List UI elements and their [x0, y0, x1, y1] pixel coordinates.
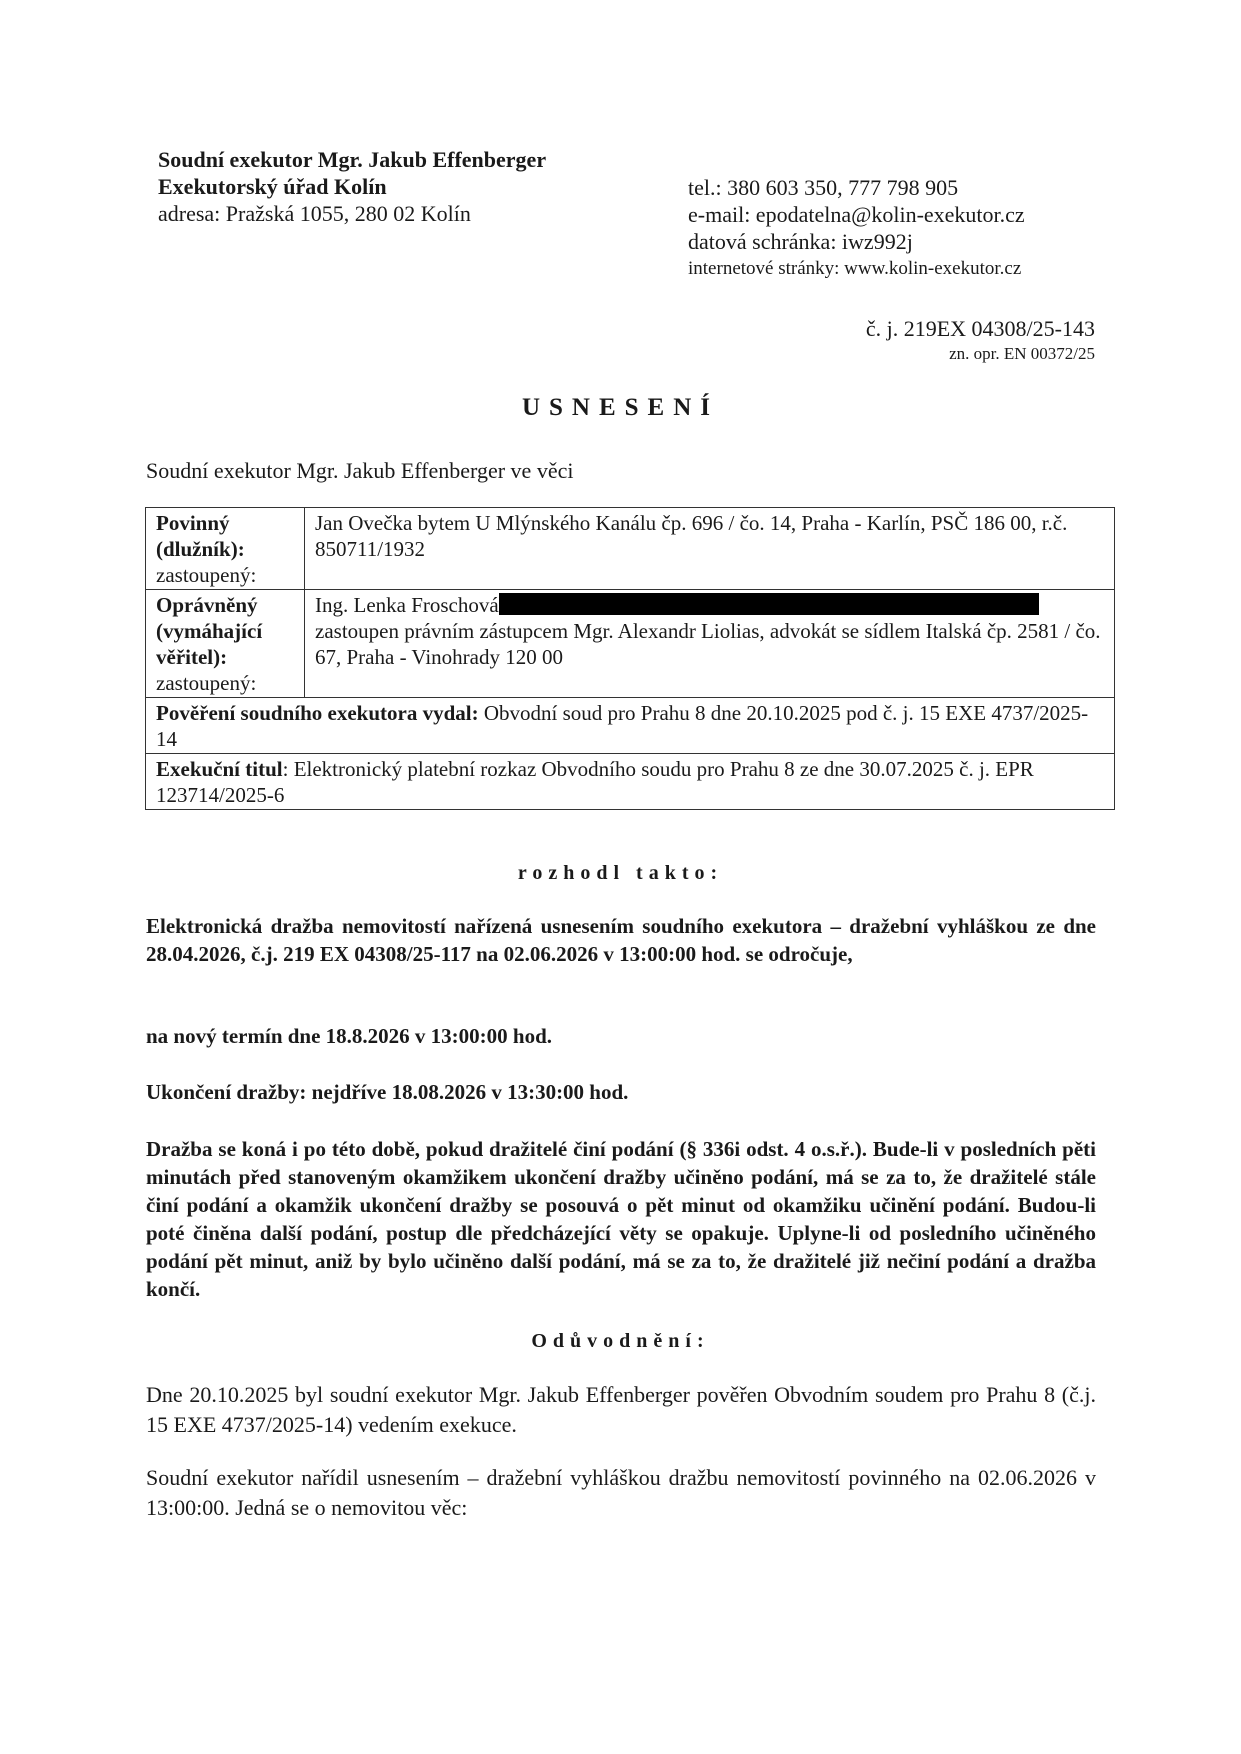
authorization-label: Pověření soudního exekutora vydal:: [156, 701, 479, 725]
case-number: č. j. 219EX 04308/25-143: [865, 316, 1095, 341]
creditor-representative: zastoupen právním zástupcem Mgr. Alexandr Liolias, advokát se sídlem Italská čp. 2581 / čo. 67, Praha - Vinohrady 120 00: [315, 619, 1101, 669]
debtor-row: [146, 508, 1115, 590]
decision-paragraph-3: Ukončení dražby: nejdříve 18.08.2026 v 13:30:00 hod.: [146, 1080, 629, 1104]
reference-block: [866, 315, 1095, 365]
creditor-name: Ing. Lenka Froschová: [315, 593, 499, 617]
creditor-row: [146, 590, 1115, 698]
creditor-details: [305, 590, 1115, 698]
office-name: Exekutorský úřad Kolín: [158, 174, 387, 199]
reasoning-paragraph-2: Soudní exekutor nařídil usnesením – dražební vyhláškou dražbu nemovitostí povinného na 02.06.2026 v 13:00:00. Jedná se o nemovitou věc:: [146, 1465, 1096, 1520]
enforcement-title-row: [146, 754, 1115, 810]
debtor-label: Povinný (dlužník): zastoupený:: [146, 508, 305, 590]
contact-email: e-mail: epodatelna@kolin-exekutor.cz: [688, 202, 1025, 227]
authorization-text: Obvodní soud pro Prahu 8 dne 20.10.2025 pod č. j. 15 EXE 4737/2025-14: [156, 701, 1089, 751]
contact-databox: datová schránka: iwz992j: [688, 229, 913, 254]
enforcement-title-text: : Elektronický platební rozkaz Obvodního soudu pro Prahu 8 ze dne 30.07.2025 č. j. EPR 123714/2025-6: [156, 757, 1034, 807]
reasoning-heading: Odůvodnění:: [531, 1330, 710, 1352]
decision-paragraph-4: Dražba se koná i po této době, pokud dražitelé činí podání (§ 336i odst. 4 o.s.ř.). Bude-li v posledních pěti minutách před stanoveným okamžikem ukončení dražby učiněno podání, má se za to, že dražitelé stále činí podání a okamžik ukončení dražby se posouvá o pět minut od okamžiku učinění podání. Budou-li poté činěna další podání, postup dle předcházející věty se opakuje. Uplyne-li od posledního učiněného podání pět minut, aniž by bylo učiněno další podání, má se za to, že dražitelé již nečiní podání a dražba končí.: [146, 1137, 1096, 1301]
decision-paragraph-1: Elektronická dražba nemovitostí nařízená usnesením soudního exekutora – dražební vyhláškou ze dne 28.04.2026, č.j. 219 EX 04308/25-117 na 02.06.2026 v 13:00:00 hod. se odročuje,: [146, 914, 1096, 966]
document-title: USNESENÍ: [521, 394, 720, 421]
contact-web: internetové stránky: www.kolin-exekutor.cz: [688, 258, 1022, 279]
parties-table: [145, 507, 1115, 810]
creditor-label: Oprávněný (vymáhající věřitel): zastoupený:: [146, 590, 305, 698]
intro-line: Soudní exekutor Mgr. Jakub Effenberger ve věci: [146, 458, 574, 483]
expert-reference: zn. opr. EN 00372/25: [949, 344, 1095, 363]
executor-name: Soudní exekutor Mgr. Jakub Effenberger: [158, 147, 547, 172]
decision-heading: rozhodl takto:: [517, 862, 724, 884]
office-address: adresa: Pražská 1055, 280 02 Kolín: [158, 201, 471, 226]
contact-block: [688, 174, 1025, 282]
enforcement-title-label: Exekuční titul: [156, 757, 283, 781]
reasoning-paragraph-1: Dne 20.10.2025 byl soudní exekutor Mgr. Jakub Effenberger pověřen Obvodním soudem pro Prahu 8 (č.j. 15 EXE 4737/2025-14) vedením exekuce.: [146, 1382, 1096, 1437]
executor-header: [158, 146, 546, 227]
debtor-details: Jan Ovečka bytem U Mlýnského Kanálu čp. 696 / čo. 14, Praha - Karlín, PSČ 186 00, r.č. 850711/1932: [305, 508, 1115, 590]
contact-tel: tel.: 380 603 350, 777 798 905: [688, 175, 959, 200]
decision-paragraph-2: na nový termín dne 18.8.2026 v 13:00:00 hod.: [146, 1024, 553, 1048]
redaction-bar: [499, 593, 1039, 615]
authorization-row: [146, 698, 1115, 754]
